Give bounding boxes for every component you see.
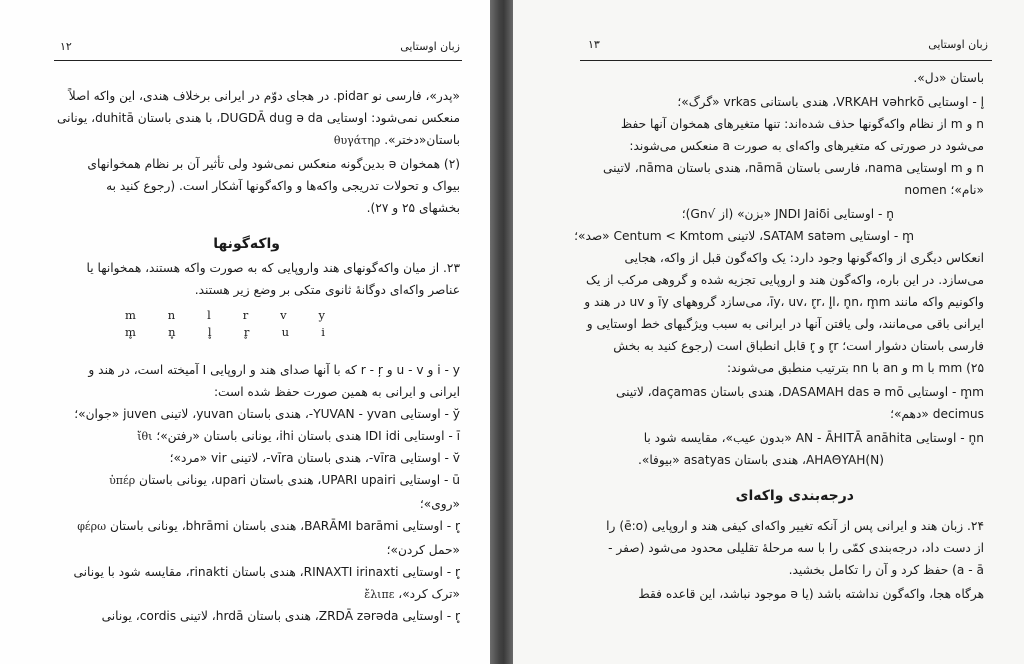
greek-word-mark: ἔλιπε	[364, 588, 395, 601]
left-body-line: r̥ - اوستایی RINAXTI irinaxti، هندی باستان rinakti، مقایسه شود با یونانی	[73, 565, 460, 579]
right-body-line: باستان «دل».	[913, 71, 984, 85]
left-section-heading: واکه‌گونها	[213, 236, 280, 252]
right-body-line: ایرانی باقی می‌مانند، ولی یافتن آنها در ایرانی به سبب ویژگیهای خط اوستایی و	[586, 317, 984, 331]
right-body-line: n̥n - اوستایی AN - ĀHITĀ anāhita «بدون عیب»، مقایسه شود با	[643, 431, 984, 445]
right-body-line: می‌شود در صورتی که متغیرهای واکه‌ای به صورت a منعکس می‌شوند:	[629, 139, 984, 153]
left-section-line: ۲۳. از میان واکه‌گونهای هند واروپایی که به صورت واکه هستند، همخوانها یا	[86, 261, 460, 275]
left-body-line: ایرانی و ایرانی به همین صورت حفظ شده است:	[213, 385, 460, 399]
book-gutter	[490, 0, 513, 664]
phoneme-cell: r	[242, 308, 249, 322]
left-body-line: «روی»؛	[419, 497, 460, 511]
greek-word-mark: ἴθι	[137, 430, 153, 443]
left-header-rule	[54, 60, 462, 61]
right-body-line: m̥ - اوستایی SATAM satəm، لاتینی Centum < Kmtom «صد»؛	[574, 229, 914, 243]
phoneme-cell: n̥	[168, 325, 176, 339]
left-page	[0, 0, 490, 664]
phoneme-cell: m̥	[125, 325, 136, 339]
greek-word-mark: θυγάτηρ	[333, 134, 381, 147]
right-section-line: هرگاه هجا، واکه‌گون نداشته باشد (یا ə موجود نباشد، این قاعده فقط	[638, 587, 984, 601]
left-body-line: بیواک و تحولات تدریجی واکه‌ها و واکه‌گونها آشکار است. (رجوع کنید به	[106, 179, 460, 193]
right-section-line: ۲۴. زبان هند و ایرانی پس از آنکه تغییر واکه‌ای کیفی هند و اروپایی (ē:o) را	[606, 519, 984, 533]
phoneme-cell: u	[281, 325, 289, 339]
left-body-line: (۲) همخوان ə بدین‌گونه منعکس نمی‌شود ولی تأثیر آن بر نظام همخوانهای	[87, 157, 460, 171]
left-body-line: باستان«دختر». θυγάτηρ	[334, 130, 460, 151]
left-body-line: «پدر»، فارسی نو pidar. در هجای دوّم در ایرانی برخلاف هندی، این واکه اصلاً	[68, 89, 460, 103]
right-body-line: l̥ - اوستایی VRKAH vəhrkō، هندی باستانی vrkas «گرگ»؛	[677, 95, 984, 109]
right-body-line: m̥m - اوستایی DASAMAH das ə mō، هندی باستان daçamas، لاتینی	[615, 385, 984, 399]
phoneme-cell: m	[125, 308, 136, 322]
left-body-line: v̆ - اوستایی vīra-، هندی باستان vīra-، لاتینی vir «مرد»؛	[169, 451, 460, 465]
right-page-number: ۱۳	[588, 38, 600, 51]
left-body-line: y̆ - اوستایی YUVAN - yvan-، هندی باستان yuvan، لاتینی juven «جوان»؛	[74, 407, 460, 421]
left-running-head	[60, 40, 460, 53]
left-page-number: ۱۲	[60, 40, 72, 53]
phoneme-row-consonantal	[125, 308, 325, 325]
right-body-line: AHAΘYAH(N)، هندی باستان asatyas «بیوفا».	[637, 453, 884, 467]
right-header-rule	[580, 60, 992, 61]
right-body-line: «نام»؛ nomen	[904, 183, 984, 197]
left-body-line: منعکس نمی‌شود: اوستایی DUGDĀ dug ə da، با هندی باستان duhitā، یونانی	[56, 111, 460, 125]
left-body-line: r̥ - اوستایی BARĀMI barāmi، هندی باستان bhrāmi، یونانی باستان φέρω	[77, 516, 460, 537]
phoneme-row-vocalic	[125, 325, 325, 342]
left-body-line: ī - اوستایی IDI idi هندی باستان ihi، یونانی باستان «رفتن»؛ ἴθι	[137, 426, 460, 447]
right-body-line: می‌سازد. در این باره، واکه‌گون هند و اروپایی تجزیه شده و گروهی مرکب از یک	[586, 273, 984, 287]
phoneme-cell: i	[321, 325, 325, 339]
right-section-line: a - ā) حفظ کرد و آن را تکامل بخشید.	[788, 563, 984, 577]
right-body-line: انعکاس دیگری از واکه‌گونها وجود دارد: یک واکه‌گون قبل از واکه، هجایی	[624, 251, 984, 265]
right-page	[513, 0, 1024, 664]
greek-word-mark: φέρω	[77, 520, 107, 533]
right-section-line: از دست داد، درجه‌بندی کمّی را با سه مرحلهٔ تقلیلی محدود می‌شود (صفر -	[608, 541, 984, 555]
right-body-line: n و m اوستایی nama، فارسی باستان nāmā، هندی باستان nāma، لاتینی	[602, 161, 984, 175]
right-body-line: n و m از نظام واکه‌گونها حذف شده‌اند: تنها متغیرهای همخوان آنها حفظ	[620, 117, 984, 131]
left-running-title: زبان اوستایی	[400, 40, 460, 53]
right-body-line: واکونیم واکه مانند īy، uv، r̥r، l̥l، n̥n، m̥m، می‌سازد گروههای īy و uv در هند و	[584, 295, 984, 309]
right-body-line: ۲۵) mm با m و an با nn بترتیب منطبق می‌شوند:	[727, 361, 984, 375]
right-body-line: فارسی باستان دشوار است؛ r̥r و r̥ قابل انطباق است (رجوع کنید به بخش	[613, 339, 984, 353]
phoneme-cell: v	[280, 308, 287, 322]
left-body-line: بخشهای ۲۵ و ۲۷).	[366, 201, 460, 215]
right-running-head	[588, 38, 988, 51]
left-body-line: i - y و u - v و r - ŗ که با آنها صدای هند و اروپایی I آمیخته است، در هند و	[88, 363, 460, 377]
right-running-title: زبان اوستایی	[928, 38, 988, 51]
phoneme-cell: n	[167, 308, 176, 322]
right-section-heading: درجه‌بندی واکه‌ای	[735, 488, 854, 504]
greek-word-mark: ὑπέρ	[109, 474, 136, 487]
phoneme-table	[125, 308, 325, 342]
phoneme-cell: l̥	[207, 325, 212, 339]
phoneme-cell: l	[207, 308, 211, 322]
left-body-line: «ترک کرد»، ἔλιπε	[364, 584, 460, 605]
phoneme-cell: r̥	[243, 325, 250, 339]
left-body-line: ū - اوستایی UPARI upairi، هندی باستان upari، یونانی باستان ὑπέρ	[109, 470, 460, 491]
phoneme-cell: y	[318, 308, 325, 322]
right-body-line: n̥ - اوستایی JNDI Jaiδi «بزن» (از √Gn)؛	[681, 207, 894, 221]
left-section-line: عناصر واکه‌ای دوگانهٔ ثانوی متکی بر وضع زیر هستند.	[194, 283, 460, 297]
right-body-line: decimus «دهم»؛	[890, 407, 984, 421]
left-body-line: r̥ - اوستایی ZRDĀ zərəda، هندی باستان hrdā، لاتینی cordis، یونانی	[101, 609, 460, 623]
left-body-line: «حمل کردن»؛	[386, 543, 460, 557]
